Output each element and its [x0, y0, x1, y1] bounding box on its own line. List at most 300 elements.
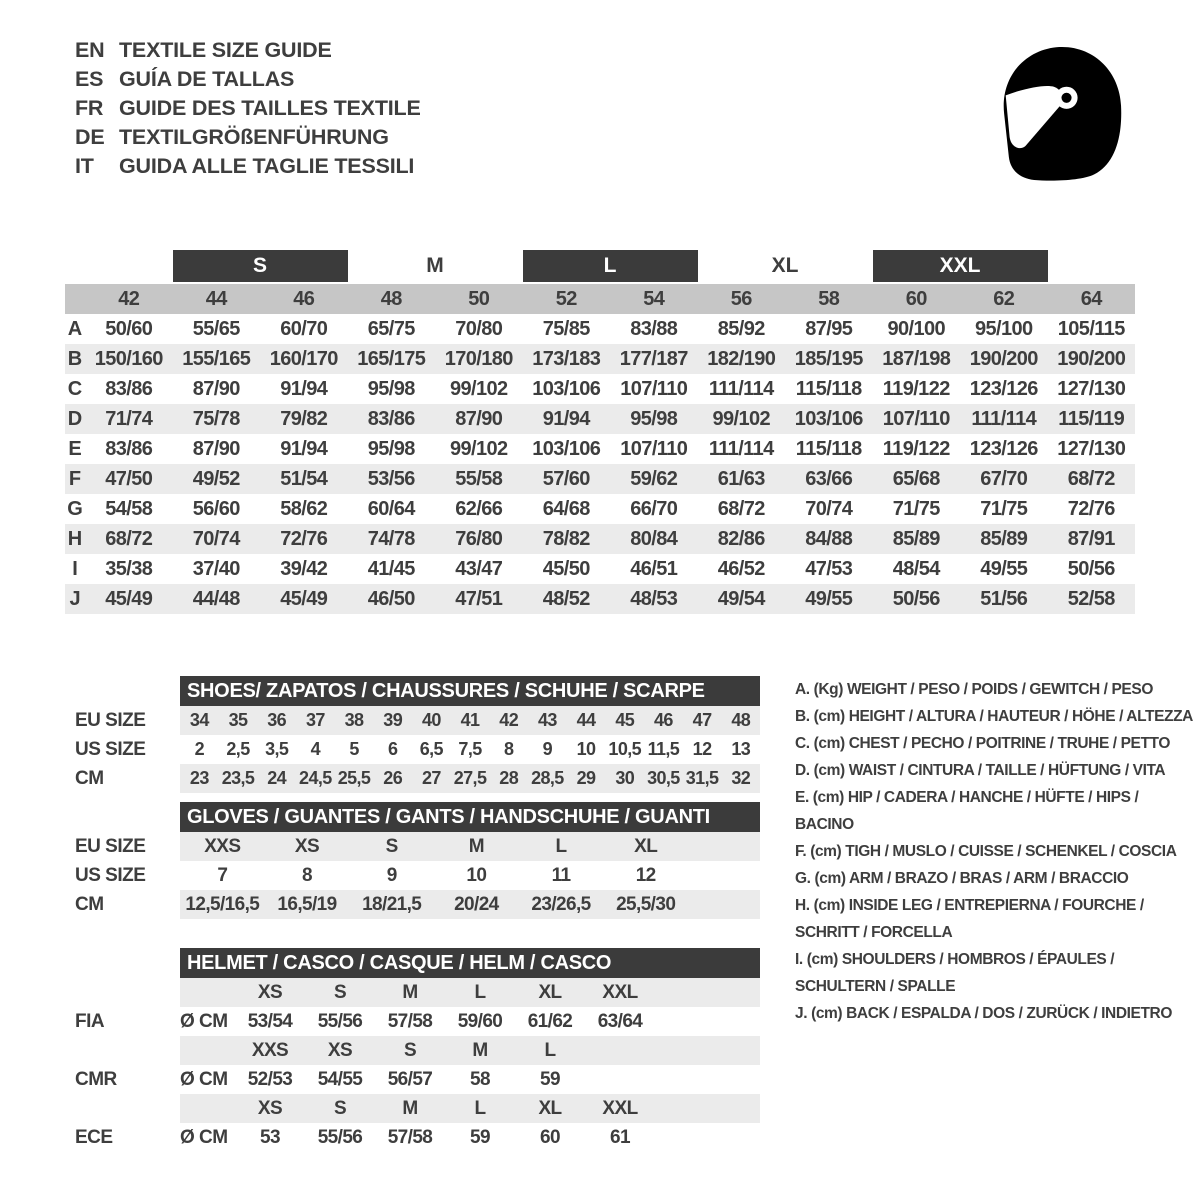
- measurement-value: 65/75: [367, 317, 415, 340]
- shoe-cm-size: 24,5: [299, 768, 332, 788]
- measurement-value: 111/114: [708, 377, 774, 400]
- legend-text: HIP / CADERA / HANCHE / HÜFTE / HIPS / BACINO: [795, 789, 1139, 833]
- measurement-value: 115/119: [1058, 407, 1125, 430]
- shoe-us-size: 9: [542, 739, 553, 759]
- measurement-value: 115/118: [795, 437, 862, 460]
- legend-unit: (cm): [813, 708, 845, 725]
- glove-us-size: 11: [551, 864, 571, 886]
- glove-us-size: 8: [302, 864, 312, 886]
- row-letter: I: [72, 557, 78, 580]
- measurement-value: 99/102: [712, 407, 771, 430]
- measurement-row: [65, 584, 1135, 614]
- guide-title: GUÍA DE TALLAS: [119, 67, 295, 91]
- legend-key: I.: [795, 951, 803, 968]
- helmet-standard-block: [180, 1094, 760, 1152]
- shoe-us-size: 10,5: [608, 739, 642, 759]
- measurement-value: 85/89: [892, 527, 940, 550]
- size-number: 46: [293, 287, 315, 310]
- measurement-value: 83/86: [367, 407, 415, 430]
- size-number: 48: [380, 287, 402, 310]
- shoe-eu-size: 37: [305, 710, 325, 730]
- measurement-value: 83/86: [105, 437, 153, 460]
- language-code: EN: [75, 38, 105, 62]
- shoe-eu-size: 45: [615, 710, 635, 730]
- glove-cm-size: 25,5/30: [616, 893, 676, 915]
- legend-unit: (cm): [813, 735, 845, 752]
- shoe-eu-size: 40: [421, 710, 441, 730]
- measurement-value: 185/195: [794, 347, 863, 370]
- shoes-cm-row: [180, 764, 760, 793]
- textile-size-table: [65, 250, 1135, 614]
- measurement-value: 85/92: [717, 317, 765, 340]
- measurement-value: 50/56: [1067, 557, 1115, 580]
- measurement-value: 55/65: [192, 317, 240, 340]
- measurement-value: 45/49: [105, 587, 153, 610]
- measurement-value: 111/114: [708, 437, 774, 460]
- measurement-value: 39/42: [280, 557, 328, 580]
- measurement-value: 87/91: [1067, 527, 1115, 550]
- eu-size-label: EU SIZE: [75, 709, 146, 731]
- glove-us-size: 7: [217, 864, 228, 886]
- language-title-list: [75, 36, 421, 181]
- helmet-size-label: XS: [327, 1039, 353, 1061]
- measurement-row: [65, 494, 1135, 524]
- measurement-value: 80/84: [630, 527, 678, 550]
- helmet-cm-value: 54/55: [317, 1068, 363, 1090]
- measurement-value: 87/90: [192, 437, 240, 460]
- measurement-value: 37/40: [192, 557, 240, 580]
- helmet-standard-labels: [75, 948, 180, 1152]
- measurement-legend: [795, 676, 1195, 1027]
- helmet-size-label: L: [474, 981, 486, 1003]
- shoes-section-title: SHOES/ ZAPATOS / CHAUSSURES / SCHUHE / SCARPE: [180, 676, 760, 706]
- row-letter: F: [68, 467, 82, 490]
- legend-item: [795, 730, 1195, 757]
- legend-item: [795, 1000, 1195, 1027]
- glove-cm-size: 18/21,5: [362, 893, 422, 915]
- helmet-size-label: XL: [538, 1097, 562, 1119]
- shoe-us-size: 2: [194, 739, 205, 759]
- measurement-value: 46/52: [717, 557, 765, 580]
- diameter-cm-unit: Ø CM: [180, 1068, 228, 1090]
- measurement-value: 160/170: [269, 347, 338, 370]
- gloves-eu-row: [180, 832, 760, 861]
- measurement-value: 71/74: [105, 407, 153, 430]
- measurement-value: 127/130: [1057, 377, 1126, 400]
- glove-cm-size: 20/24: [454, 893, 499, 915]
- guide-title: GUIDE DES TAILLES TEXTILE: [119, 96, 421, 120]
- measurement-row: [65, 464, 1135, 494]
- shoe-us-size: 11,5: [647, 739, 680, 759]
- measurement-value: 60/64: [367, 497, 415, 520]
- measurement-value: 52/58: [1067, 587, 1115, 610]
- fia-label: FIA: [75, 1010, 105, 1032]
- group-spacer: [85, 250, 173, 282]
- measurement-value: 53/56: [367, 467, 415, 490]
- measurement-value: 111/114: [971, 407, 1037, 430]
- language-row: [75, 36, 421, 65]
- shoe-cm-size: 27: [421, 768, 441, 788]
- helmet-cm-value: 57/58: [387, 1010, 433, 1032]
- measurement-value: 103/106: [532, 377, 601, 400]
- measurement-row: [65, 314, 1135, 344]
- helmet-size-label: S: [333, 1097, 347, 1119]
- measurement-value: 47/50: [105, 467, 153, 490]
- legend-item: [795, 865, 1195, 892]
- helmet-standard-block: [180, 978, 760, 1036]
- measurement-value: 119/122: [882, 377, 950, 400]
- size-number: 52: [555, 287, 577, 310]
- shoe-eu-size: 41: [460, 710, 480, 730]
- measurement-value: 170/180: [444, 347, 513, 370]
- helmet-size-label: S: [403, 1039, 417, 1061]
- measurement-value: 60/70: [280, 317, 328, 340]
- shoe-eu-size: 43: [537, 710, 557, 730]
- measurement-value: 71/75: [980, 497, 1028, 520]
- glove-us-size: 10: [466, 864, 487, 886]
- shoes-size-section: [75, 676, 760, 793]
- measurement-value: 48/52: [542, 587, 590, 610]
- shoe-us-size: 3,5: [265, 739, 289, 759]
- helmet-size-label: M: [402, 1097, 418, 1119]
- shoe-us-size: 5: [349, 739, 359, 759]
- shoe-cm-size: 26: [383, 768, 403, 788]
- guide-title: TEXTILE SIZE GUIDE: [119, 38, 332, 62]
- helmet-cm-value: 59: [540, 1068, 560, 1090]
- measurement-value: 105/115: [1057, 317, 1125, 340]
- shoe-cm-size: 31,5: [685, 768, 719, 788]
- row-letter: G: [67, 497, 83, 520]
- legend-text: SHOULDERS / HOMBROS / ÉPAULES / SCHULTERN / SPALLE: [795, 951, 1115, 995]
- shoe-cm-size: 25,5: [337, 768, 371, 788]
- shoe-cm-size: 28: [499, 768, 519, 788]
- glove-us-size: 12: [635, 864, 656, 886]
- measurement-value: 95/98: [367, 377, 415, 400]
- measurement-value: 155/165: [182, 347, 251, 370]
- gloves-us-row: [180, 861, 760, 890]
- row-letter: C: [67, 377, 83, 400]
- measurement-value: 68/72: [1067, 467, 1115, 490]
- measurement-value: 79/82: [280, 407, 328, 430]
- shoe-cm-size: 28,5: [531, 768, 564, 788]
- measurement-value: 74/78: [367, 527, 415, 550]
- measurement-value: 103/106: [794, 407, 863, 430]
- glove-cm-size: 12,5/16,5: [185, 893, 260, 915]
- helmet-size-label: XXL: [602, 1097, 638, 1119]
- gloves-row-labels: [75, 802, 180, 919]
- helmet-sizes-row: [180, 978, 760, 1007]
- shoe-eu-size: 38: [344, 710, 364, 730]
- legend-unit: (cm): [814, 870, 846, 887]
- legend-unit: (cm): [813, 897, 845, 914]
- shoe-us-size: 6,5: [419, 739, 443, 759]
- size-number: 60: [905, 287, 927, 310]
- language-row: [75, 152, 421, 181]
- measurement-row: [65, 344, 1135, 374]
- eu-size-label: EU SIZE: [75, 835, 146, 857]
- shoe-cm-size: 29: [576, 768, 596, 788]
- measurement-value: 35/38: [105, 557, 153, 580]
- measurement-value: 91/94: [280, 437, 328, 460]
- legend-unit: (cm): [806, 951, 838, 968]
- measurement-value: 54/58: [105, 497, 153, 520]
- legend-item: [795, 784, 1195, 838]
- shoe-us-size: 6: [387, 739, 398, 759]
- shoe-eu-size: 46: [653, 710, 673, 730]
- measurement-value: 41/45: [367, 557, 415, 580]
- us-size-label: US SIZE: [75, 738, 146, 760]
- measurement-value: 62/66: [455, 497, 503, 520]
- measurement-value: 99/102: [449, 377, 508, 400]
- language-code: ES: [75, 67, 104, 91]
- measurement-value: 51/54: [280, 467, 328, 490]
- helmet-values-row: [180, 1065, 760, 1094]
- measurement-value: 65/68: [892, 467, 940, 490]
- measurement-value: 119/122: [882, 437, 950, 460]
- helmet-size-label: S: [333, 981, 347, 1003]
- helmet-cm-value: 55/56: [317, 1010, 363, 1032]
- language-code: DE: [75, 125, 105, 149]
- measurement-value: 43/47: [455, 557, 503, 580]
- helmet-cm-value: 53: [260, 1126, 280, 1148]
- helmet-cm-value: 56/57: [387, 1068, 433, 1090]
- shoe-eu-size: 39: [383, 710, 403, 730]
- row-letter: A: [67, 317, 83, 340]
- legend-item: [795, 757, 1195, 784]
- measurement-value: 107/110: [620, 377, 688, 400]
- glove-eu-size: L: [555, 835, 567, 857]
- measurement-value: 123/126: [969, 377, 1038, 400]
- measurement-value: 187/198: [882, 347, 951, 370]
- size-number: 58: [818, 287, 840, 310]
- legend-text: CHEST / PECHO / POITRINE / TRUHE / PETTO: [848, 735, 1170, 752]
- helmet-size-label: XL: [538, 981, 562, 1003]
- legend-key: B.: [795, 708, 810, 725]
- helmet-sizes-row: [180, 1036, 760, 1065]
- shoe-us-size: 12: [692, 739, 712, 759]
- legend-key: H.: [795, 897, 810, 914]
- helmet-size-section: [75, 948, 760, 1152]
- language-code: FR: [75, 96, 104, 120]
- size-group-label: XL: [771, 254, 799, 277]
- measurement-value: 123/126: [969, 437, 1038, 460]
- measurement-value: 68/72: [717, 497, 765, 520]
- shoe-eu-size: 35: [228, 710, 248, 730]
- shoes-row-labels: [75, 676, 180, 793]
- measurement-row: [65, 374, 1135, 404]
- shoe-eu-size: 48: [731, 710, 751, 730]
- measurement-value: 95/100: [974, 317, 1033, 340]
- shoe-cm-size: 30,5: [647, 768, 680, 788]
- measurement-value: 49/55: [980, 557, 1028, 580]
- helmet-size-label: M: [472, 1039, 488, 1061]
- measurement-value: 48/53: [630, 587, 678, 610]
- racing-helmet-icon: [982, 28, 1140, 196]
- measurement-value: 50/56: [892, 587, 940, 610]
- measurement-value: 46/51: [630, 557, 678, 580]
- measurement-row: [65, 524, 1135, 554]
- measurement-value: 70/80: [455, 317, 503, 340]
- measurement-value: 127/130: [1057, 437, 1126, 460]
- measurement-value: 95/98: [630, 407, 678, 430]
- row-letter: E: [68, 437, 82, 460]
- measurement-value: 150/160: [94, 347, 163, 370]
- measurement-value: 47/51: [455, 587, 503, 610]
- legend-key: G.: [795, 870, 811, 887]
- shoe-cm-size: 30: [615, 768, 635, 788]
- us-size-label: US SIZE: [75, 864, 146, 886]
- measurement-value: 78/82: [542, 527, 590, 550]
- helmet-size-label: L: [544, 1039, 556, 1061]
- measurement-value: 72/76: [1067, 497, 1115, 520]
- helmet-size-label: XXS: [251, 1039, 289, 1061]
- measurement-value: 91/94: [280, 377, 328, 400]
- measurement-value: 44/48: [192, 587, 240, 610]
- helmet-size-label: M: [402, 981, 418, 1003]
- helmet-standard-block: [180, 1036, 760, 1094]
- measurement-value: 57/60: [542, 467, 590, 490]
- size-number: 56: [730, 287, 752, 310]
- helmet-size-label: XXL: [602, 981, 638, 1003]
- measurement-value: 190/200: [1057, 347, 1126, 370]
- size-group-label: L: [523, 250, 698, 282]
- measurement-value: 85/89: [980, 527, 1028, 550]
- size-number: 64: [1080, 287, 1102, 310]
- glove-eu-size: XS: [294, 835, 320, 857]
- helmet-size-label: XS: [257, 1097, 283, 1119]
- shoes-size-table: [180, 676, 760, 793]
- measurement-value: 103/106: [532, 437, 601, 460]
- legend-key: J.: [795, 1005, 808, 1022]
- measurement-value: 76/80: [455, 527, 503, 550]
- shoe-cm-size: 23,5: [221, 768, 255, 788]
- legend-unit: (cm): [812, 789, 844, 806]
- measurement-value: 56/60: [192, 497, 240, 520]
- cmr-label: CMR: [75, 1068, 117, 1090]
- legend-item: [795, 676, 1195, 703]
- shoe-eu-size: 44: [576, 710, 596, 730]
- measurement-value: 45/49: [280, 587, 328, 610]
- legend-key: F.: [795, 843, 807, 860]
- measurement-value: 66/70: [630, 497, 678, 520]
- size-number: 44: [205, 287, 227, 310]
- measurement-value: 49/54: [717, 587, 765, 610]
- row-letter: J: [69, 587, 81, 610]
- helmet-values-row: [180, 1007, 760, 1036]
- legend-unit: (cm): [811, 1005, 843, 1022]
- measurement-value: 46/50: [367, 587, 415, 610]
- measurement-row: [65, 434, 1135, 464]
- gloves-size-table: [180, 802, 760, 919]
- measurement-value: 51/56: [980, 587, 1028, 610]
- measurement-value: 64/68: [542, 497, 590, 520]
- measurement-value: 71/75: [892, 497, 940, 520]
- guide-title: GUIDA ALLE TAGLIE TESSILI: [119, 154, 415, 178]
- measurement-value: 190/200: [969, 347, 1038, 370]
- shoe-us-size: 4: [310, 739, 321, 759]
- gloves-cm-row: [180, 890, 760, 919]
- gloves-size-section: [75, 802, 760, 919]
- measurement-row: [65, 554, 1135, 584]
- measurement-value: 177/187: [619, 347, 688, 370]
- legend-text: WEIGHT / PESO / POIDS / GEWITCH / PESO: [846, 681, 1153, 698]
- legend-unit: (cm): [810, 843, 842, 860]
- glove-us-size: 9: [386, 864, 397, 886]
- legend-text: TIGH / MUSLO / CUISSE / SCHENKEL / COSCIA: [845, 843, 1177, 860]
- measurement-value: 165/175: [357, 347, 426, 370]
- size-number: 62: [993, 287, 1015, 310]
- language-row: [75, 123, 421, 152]
- legend-item: [795, 838, 1195, 865]
- helmet-cm-value: 60: [540, 1126, 560, 1148]
- measurement-value: 45/50: [542, 557, 590, 580]
- language-code: IT: [75, 154, 94, 178]
- measurement-row: [65, 404, 1135, 434]
- measurement-value: 87/90: [455, 407, 503, 430]
- measurement-value: 173/183: [532, 347, 601, 370]
- measurement-value: 67/70: [980, 467, 1028, 490]
- legend-key: C.: [795, 735, 810, 752]
- measurement-value: 115/118: [795, 377, 862, 400]
- legend-text: ARM / BRAZO / BRAS / ARM / BRACCIO: [848, 870, 1129, 887]
- helmet-cm-value: 61: [610, 1126, 630, 1148]
- helmet-values-row: [180, 1123, 760, 1152]
- size-numbers-row: [65, 284, 1135, 314]
- shoe-eu-size: 42: [499, 710, 519, 730]
- measurement-value: 49/52: [192, 467, 240, 490]
- glove-cm-size: 23/26,5: [531, 893, 591, 915]
- helmet-cm-value: 61/62: [527, 1010, 573, 1032]
- row-letter: H: [67, 527, 83, 550]
- shoe-us-size: 8: [504, 739, 514, 759]
- glove-cm-size: 16,5/19: [277, 893, 337, 915]
- measurement-value: 75/78: [192, 407, 240, 430]
- measurement-value: 87/95: [805, 317, 853, 340]
- shoe-cm-size: 32: [731, 768, 751, 788]
- measurement-value: 82/86: [717, 527, 765, 550]
- size-number: 54: [643, 287, 665, 310]
- cm-label: CM: [75, 767, 104, 789]
- measurement-value: 49/55: [805, 587, 853, 610]
- row-letter: B: [67, 347, 83, 370]
- legend-key: E.: [795, 789, 809, 806]
- diameter-cm-unit: Ø CM: [180, 1010, 228, 1032]
- helmet-cm-value: 58: [470, 1068, 490, 1090]
- helmet-sizes-row: [180, 1094, 760, 1123]
- measurement-value: 61/63: [717, 467, 765, 490]
- glove-eu-size: XL: [634, 835, 658, 857]
- legend-text: BACK / ESPALDA / DOS / ZURÜCK / INDIETRO: [846, 1005, 1172, 1022]
- shoe-eu-size: 34: [189, 710, 209, 730]
- measurement-value: 70/74: [805, 497, 853, 520]
- helmet-cm-value: 63/64: [597, 1010, 643, 1032]
- helmet-cm-value: 53/54: [247, 1010, 293, 1032]
- ece-label: ECE: [75, 1126, 113, 1148]
- shoe-cm-size: 24: [267, 768, 287, 788]
- shoes-us-row: [180, 735, 760, 764]
- gloves-section-title: GLOVES / GUANTES / GANTS / HANDSCHUHE / GUANTI: [180, 802, 760, 832]
- measurement-value: 58/62: [280, 497, 328, 520]
- measurement-value: 91/94: [542, 407, 590, 430]
- size-group-label: S: [173, 250, 348, 282]
- legend-key: A.: [795, 681, 810, 698]
- glove-eu-size: XXS: [204, 835, 241, 857]
- shoe-us-size: 10: [576, 739, 596, 759]
- measurement-value: 90/100: [887, 317, 946, 340]
- language-row: [75, 65, 421, 94]
- measurement-value: 83/88: [630, 317, 678, 340]
- helmet-cm-value: 57/58: [387, 1126, 433, 1148]
